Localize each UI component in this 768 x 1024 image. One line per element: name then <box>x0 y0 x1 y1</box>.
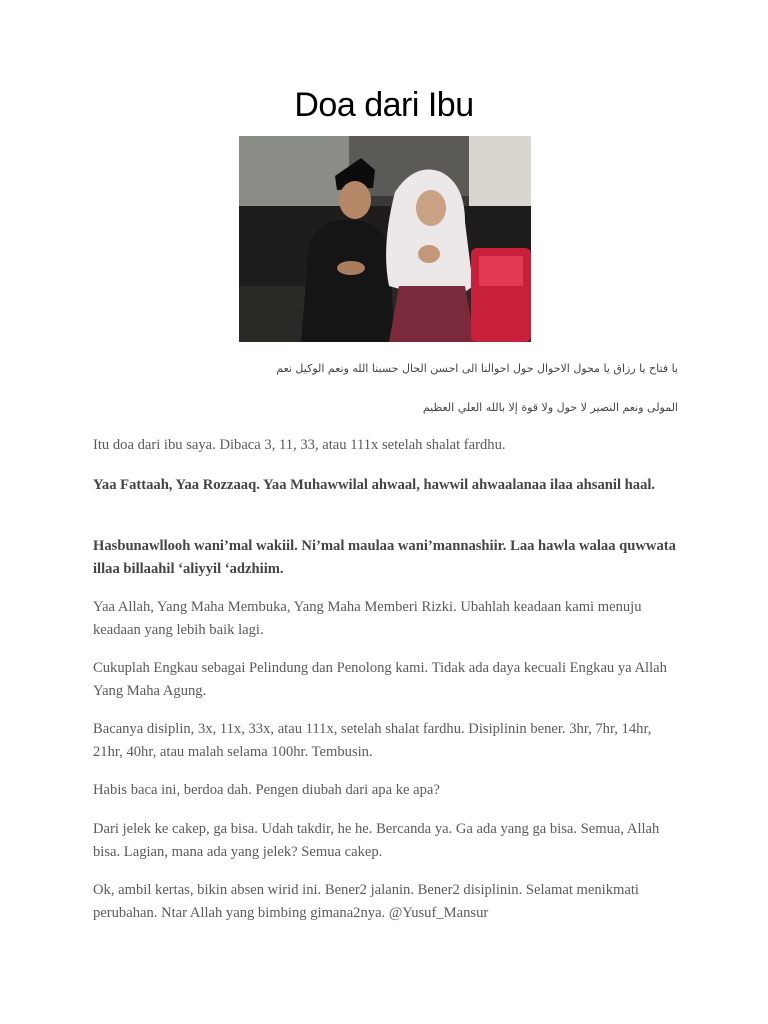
photo-two-people-praying <box>239 136 531 342</box>
paragraph-intro: Itu doa dari ibu saya. Dibaca 3, 11, 33, atau 111x setelah shalat fardhu. <box>93 437 506 453</box>
paragraph-transliteration-1: Yaa Fattaah, Yaa Rozzaaq. Yaa Muhawwilal ahwaal, hawwil ahwaalanaa ilaa ahsanil haal. <box>93 477 656 493</box>
page-title: Doa dari Ibu <box>294 86 474 124</box>
paragraph-transliteration-2: Hasbunawllooh wani’mal wakiil. Ni’mal maulaa wani’mannashiir. Laa hawla walaa quwwata illaa billaahil ‘aliyyil ‘adzhiim. <box>93 538 676 577</box>
paragraph-discipline: Bacanya disiplin, 3x, 11x, 33x, atau 111x, setelah shalat fardhu. Disiplinin bener. 3hr, 7hr, 14hr, 21hr, 40hr, atau malah selama 100hr. Tembusin. <box>93 721 652 760</box>
paragraph-berdoa: Habis baca ini, berdoa dah. Pengen diubah dari apa ke apa? <box>93 782 440 798</box>
paragraph-cakep: Dari jelek ke cakep, ga bisa. Udah takdir, he he. Bercanda ya. Ga ada yang ga bisa. Semua, Allah bisa. Lagian, mana ada yang jelek? Semua cakep. <box>93 821 660 860</box>
paragraph-closing: Ok, ambil kertas, bikin absen wirid ini. Bener2 jalanin. Bener2 disiplinin. Selamat menikmati perubahan. Ntar Allah yang bimbing gimana2nya. @Yusuf_Mansur <box>93 882 639 921</box>
arabic-prayer-line-1: يا فتاح يا رزاق يا محول الاحوال حول احوالنا الى احسن الحال حسبنا الله ونعم الوكيل نعم <box>276 362 678 375</box>
paragraph-translation-1: Yaa Allah, Yang Maha Membuka, Yang Maha Memberi Rizki. Ubahlah keadaan kami menuju keadaan yang lebih baik lagi. <box>93 599 642 638</box>
paragraph-translation-2: Cukuplah Engkau sebagai Pelindung dan Penolong kami. Tidak ada daya kecuali Engkau ya Allah Yang Maha Agung. <box>93 660 667 699</box>
arabic-prayer-line-2: المولى ونعم النصير لا حول ولا قوة إلا بالله العلي العظيم <box>422 401 678 414</box>
